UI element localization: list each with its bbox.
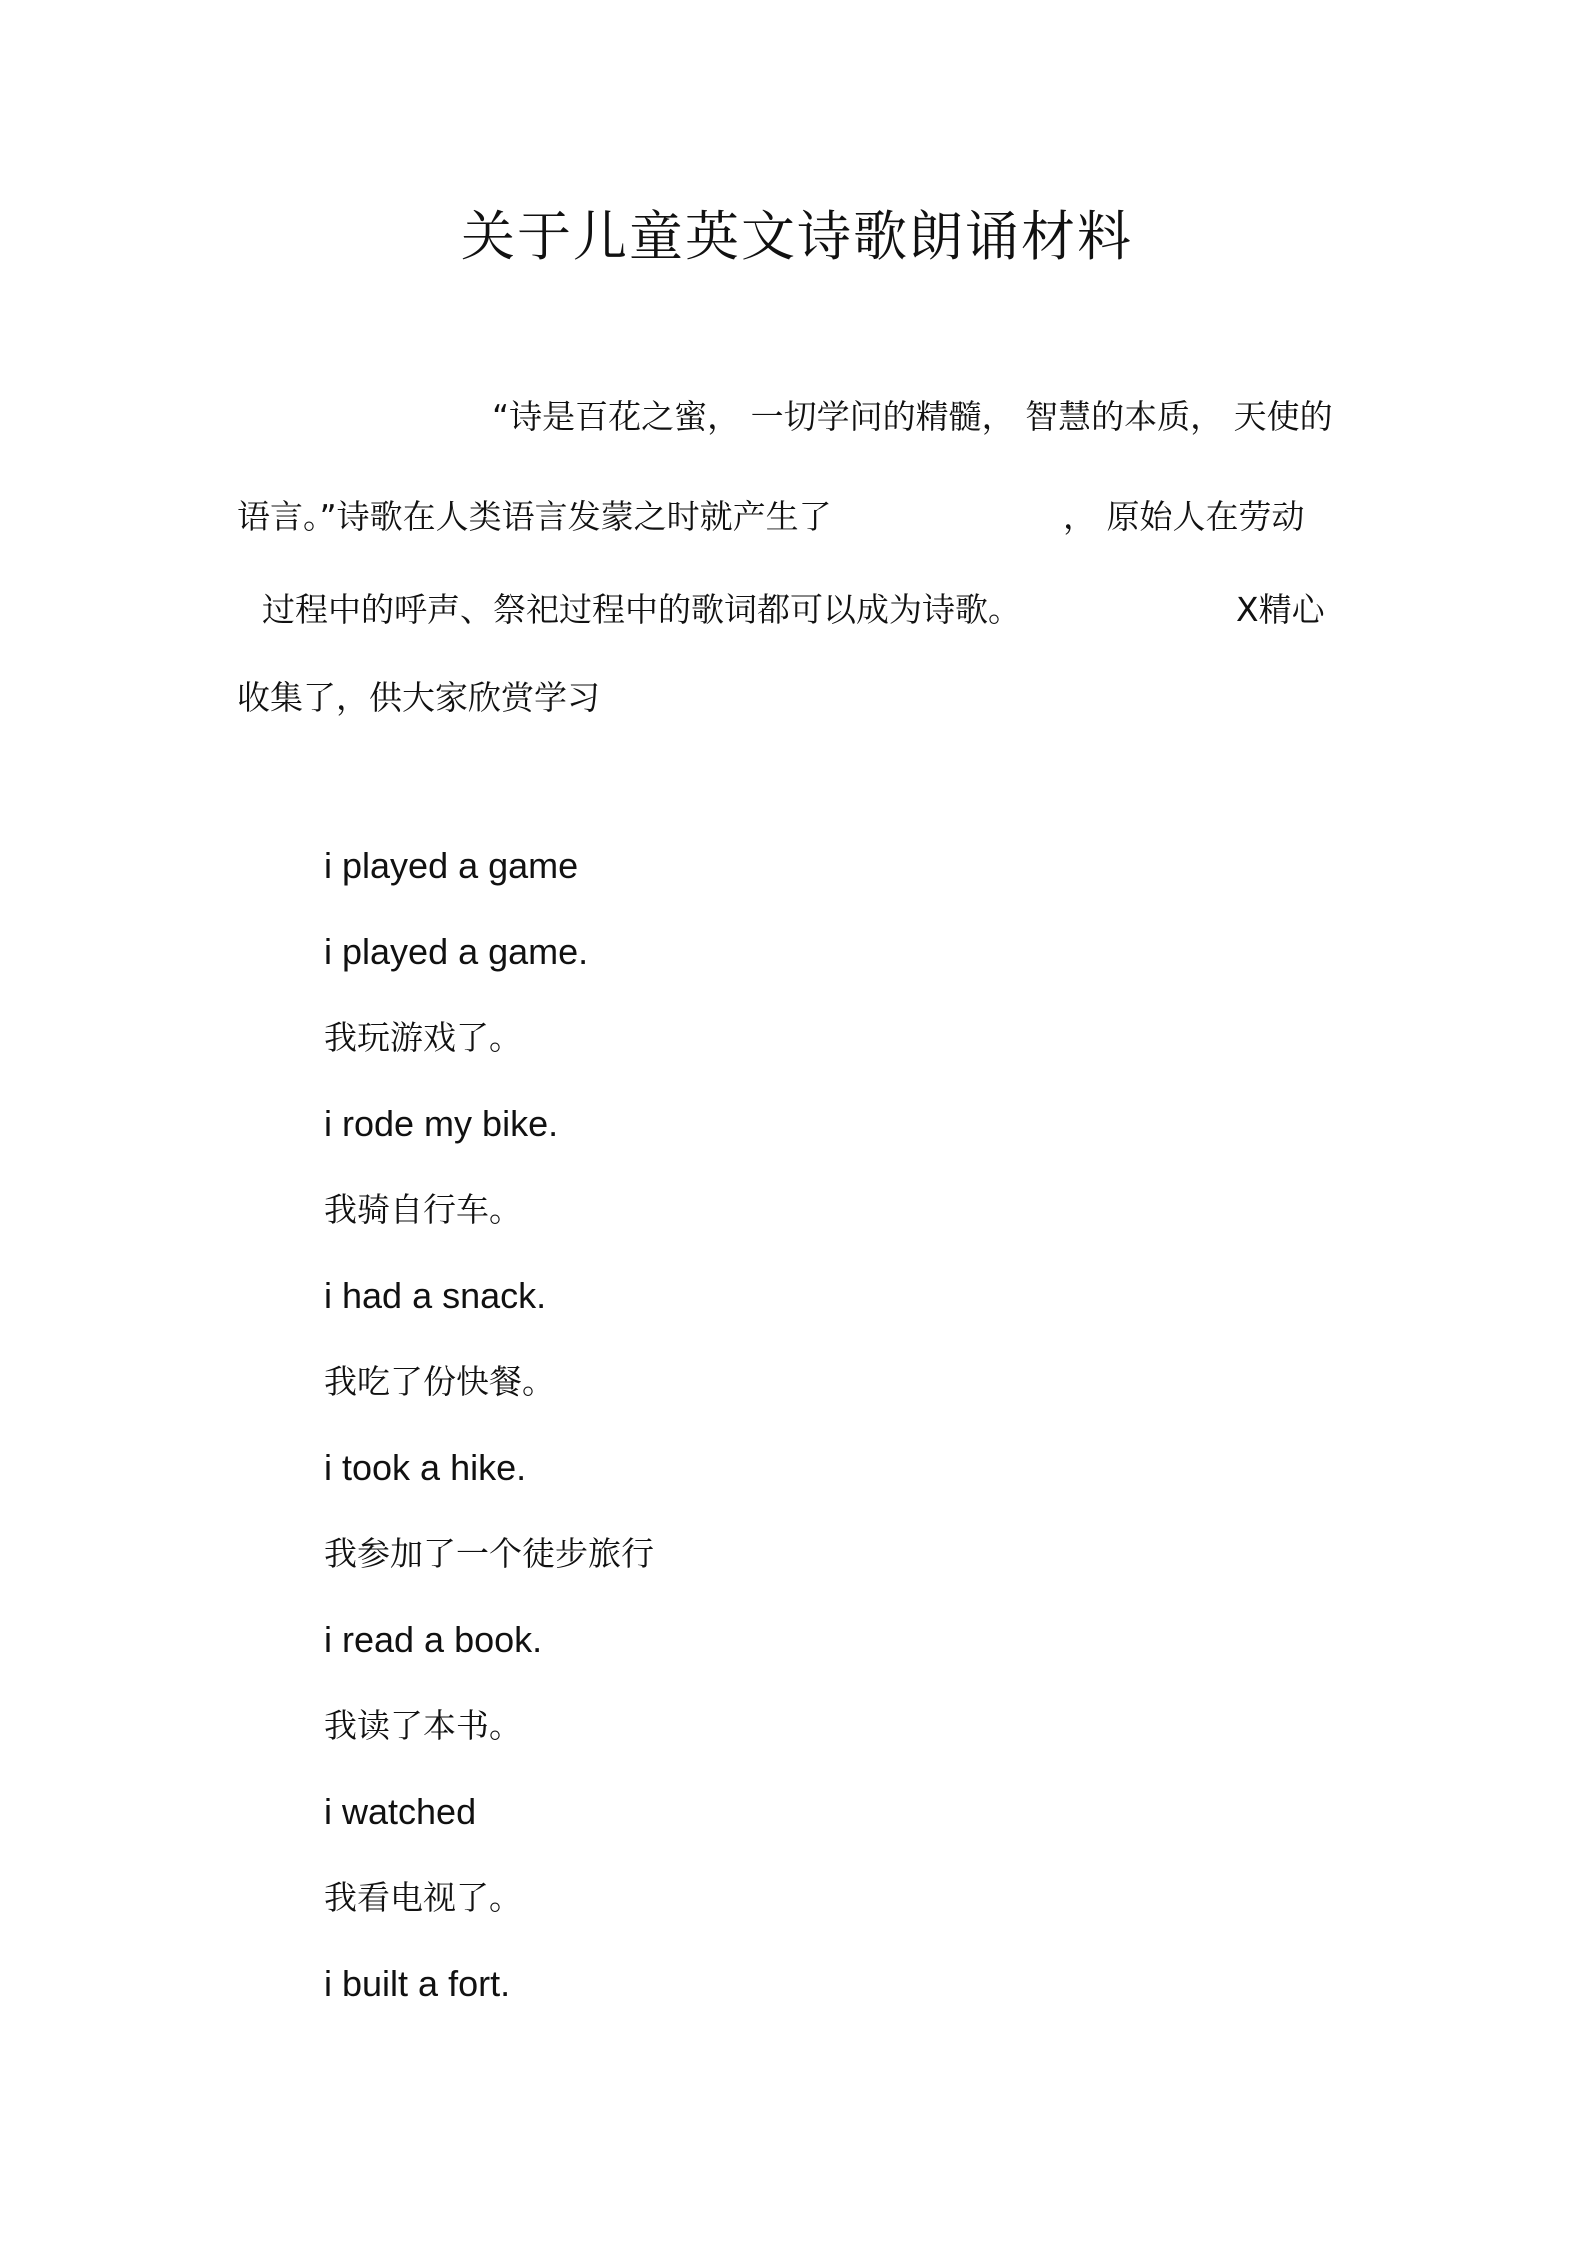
poem-line: i took a hike. <box>324 1447 527 1488</box>
poem-line: 我吃了份快餐。 <box>324 1362 555 1401</box>
poem-line: i played a game. <box>324 931 589 972</box>
poem-line: 我玩游戏了。 <box>324 1018 522 1057</box>
poem-lines <box>324 836 654 2040</box>
poem-line: 我骑自行车。 <box>324 1190 522 1229</box>
poem-line: i had a snack. <box>324 1275 547 1316</box>
poem-line: i rode my bike. <box>324 1103 559 1144</box>
intro-line-3-right: X精心 <box>1236 590 1325 629</box>
intro-line-1: “诗是百花之蜜， 一切学问的精髓， 智慧的本质， 天使的 <box>492 397 1333 436</box>
poem-line: i read a book. <box>324 1619 543 1660</box>
intro-line-2-right: ， 原始人在劳动 <box>1063 497 1305 536</box>
intro-line-3-left: 过程中的呼声、祭祀过程中的歌词都可以成为诗歌。 <box>262 590 1021 629</box>
intro-line-4: 收集了，供大家欣赏学习 <box>237 678 600 717</box>
poem-line: 我读了本书。 <box>324 1706 522 1745</box>
document-title: 关于儿童英文诗歌朗诵材料 <box>461 205 1133 268</box>
intro-line-2-left: 语言。”诗歌在人类语言发蒙之时就产生了 <box>237 497 832 536</box>
poem-line: 我看电视了。 <box>324 1878 522 1917</box>
poem-line: i watched <box>324 1791 477 1832</box>
poem-line: i built a fort. <box>324 1963 511 2004</box>
poem-line: 我参加了一个徒步旅行 <box>324 1534 654 1573</box>
poem-line: i played a game <box>324 845 579 886</box>
